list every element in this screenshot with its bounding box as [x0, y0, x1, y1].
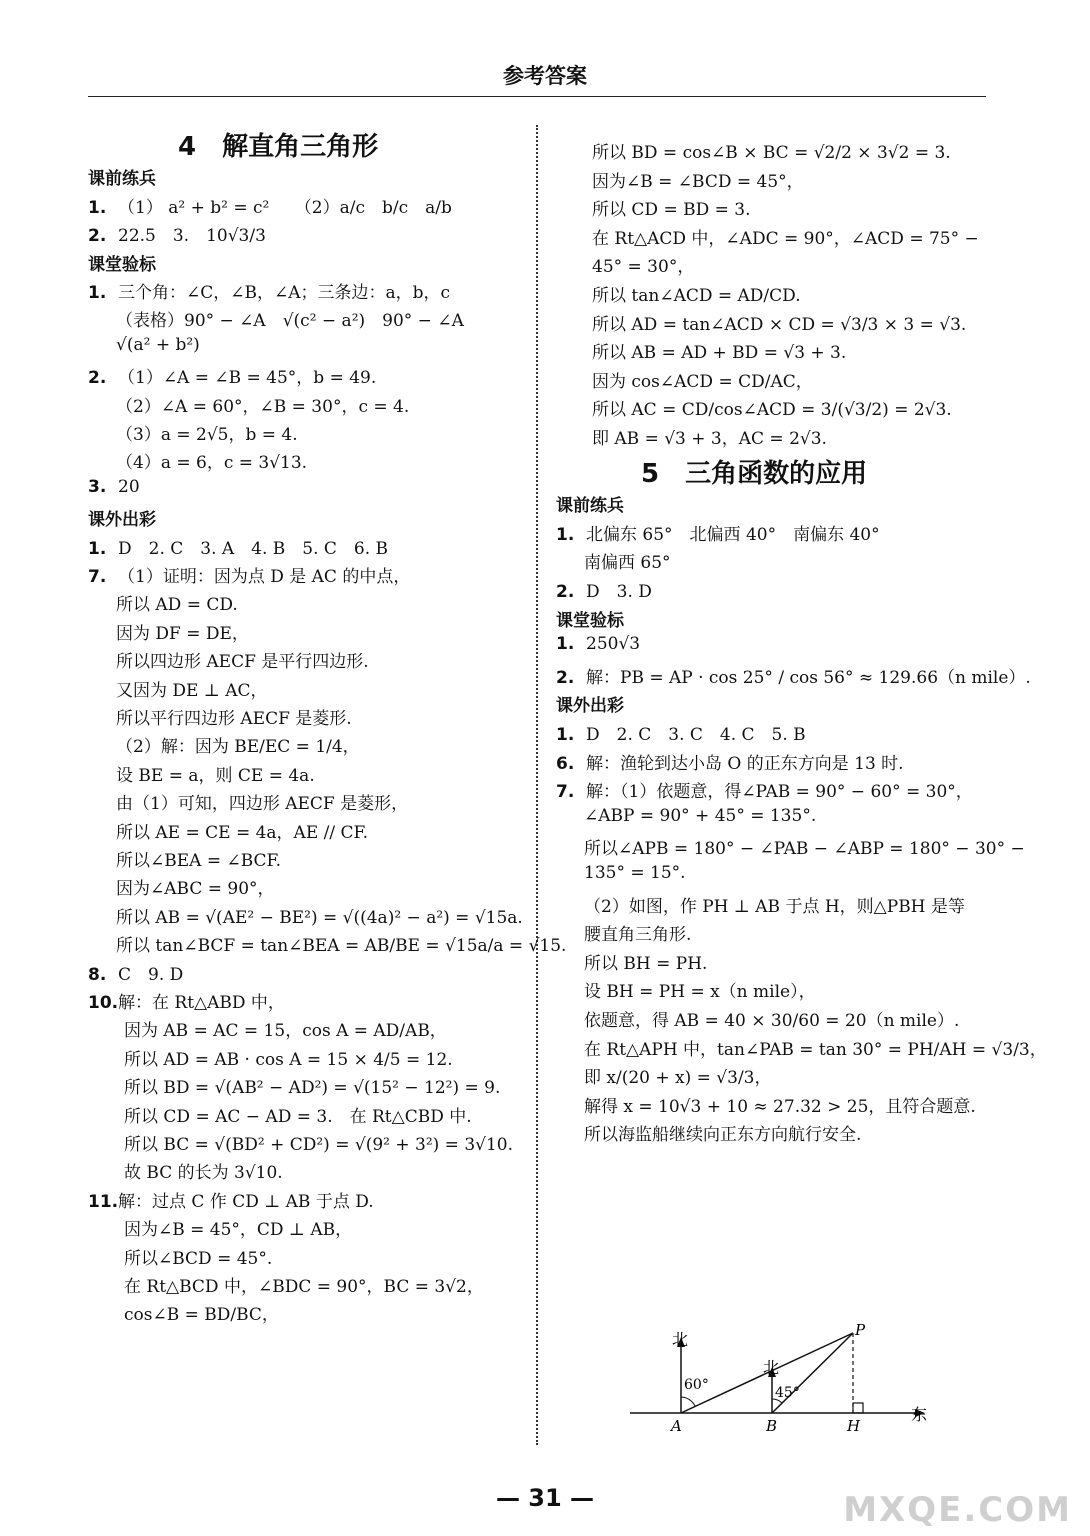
- line-text: 课外出彩: [556, 696, 624, 717]
- answer-line: [556, 577, 652, 602]
- line-text: 所以 tan∠ACD = AD/CD.: [592, 286, 801, 306]
- section-title: [641, 453, 867, 490]
- answer-line: [88, 193, 452, 218]
- answer-line: [116, 874, 275, 899]
- line-text: 所以 AD = CD.: [116, 595, 238, 616]
- line-text: （2）解：因为 BE/EC = 1/4，: [116, 737, 360, 758]
- line-text: 22.5 3. 10√3/3: [118, 226, 266, 247]
- answer-line: [556, 634, 640, 654]
- answer-line: [124, 1215, 352, 1240]
- answer-line: [584, 1092, 976, 1117]
- line-text: 所以 AD = AB · cos A = 15 × 4/5 = 12.: [124, 1049, 453, 1070]
- subsection-heading: [88, 505, 156, 530]
- item-number: 7.: [556, 782, 575, 803]
- line-text: 又因为 DE ⊥ AC，: [116, 680, 268, 701]
- answer-line: [116, 818, 368, 843]
- line-text: 所以海监船继续向正东方向航行安全.: [584, 1125, 862, 1146]
- line-text: 所以 tan∠BCF = tan∠BEA = AB/BE = √15a/a = √15.: [116, 936, 567, 957]
- line-text: （1）∠A = ∠B = 45°，b = 49.: [118, 368, 377, 389]
- line-text: （1） a² + b² = c² （2）a/c b/c a/b: [118, 197, 452, 218]
- line-text: 所以 AB = √(AE² − BE²) = √((4a)² − a²) = √15a.: [116, 907, 523, 928]
- item-number: 10.: [88, 993, 119, 1013]
- line-text: 腰直角三角形.: [584, 925, 692, 946]
- line-text: 在 Rt△BCD 中，∠BDC = 90°，BC = 3√2，: [124, 1277, 484, 1297]
- line-text: 所以 BH = PH.: [584, 953, 708, 974]
- answer-line: [116, 590, 238, 615]
- column-divider: [536, 125, 538, 1445]
- line-text: √(a² + b²): [116, 334, 200, 355]
- item-number: 7.: [88, 567, 107, 587]
- answer-line: [116, 704, 352, 729]
- answer-line: [592, 138, 951, 163]
- right-angle-mark: [853, 1403, 863, 1413]
- label-h: H: [847, 1417, 861, 1435]
- label-a: A: [671, 1417, 682, 1435]
- watermark: MXQE.COM: [843, 1490, 1072, 1530]
- answer-line: [116, 903, 523, 928]
- answer-line: [124, 1045, 453, 1070]
- answer-line: [584, 1006, 959, 1031]
- line-text: 解：过点 C 作 CD ⊥ AB 于点 D.: [118, 1191, 374, 1212]
- answer-line: [556, 520, 880, 545]
- item-number: 2.: [556, 582, 575, 602]
- item-number: 2.: [556, 667, 575, 688]
- answer-line: [592, 167, 804, 192]
- line-text: （1）证明：因为点 D 是 AC 的中点，: [118, 567, 411, 587]
- label-angle-45: 45°: [775, 1385, 800, 1401]
- item-number: 1.: [556, 634, 575, 655]
- item-number: 3.: [88, 476, 107, 497]
- line-text: 因为∠B = ∠BCD = 45°，: [592, 171, 804, 192]
- line-text: 解得 x = 10√3 + 10 ≈ 27.32 > 25，且符合题意.: [584, 1096, 976, 1117]
- answer-line: [116, 761, 315, 786]
- line-text: 所以 AD = tan∠ACD × CD = √3/3 × 3 = √3.: [592, 314, 967, 335]
- line-text: （2）∠A = 60°，∠B = 30°，c = 4.: [116, 396, 410, 417]
- line-text: 因为 AB = AC = 15，cos A = AD/AB，: [124, 1021, 447, 1042]
- line-text: 所以 BC = √(BD² + CD²) = √(9² + 3²) = 3√10.: [124, 1135, 514, 1155]
- answer-line: [116, 392, 409, 417]
- item-number: 8.: [88, 964, 107, 985]
- answer-line: [124, 1130, 513, 1155]
- line-text: 在 Rt△APH 中，tan∠PAB = tan 30° = PH/AH = √3/3，: [584, 1039, 1047, 1060]
- answer-line: [88, 562, 410, 587]
- line-text: 即 AB = √3 + 3，AC = 2√3.: [592, 429, 827, 449]
- answer-line: [124, 1016, 447, 1041]
- answer-line: [88, 363, 376, 388]
- line-text: 设 BE = a，则 CE = 4a.: [116, 765, 315, 786]
- answer-line: [124, 1244, 272, 1269]
- subsection-heading: [556, 691, 624, 716]
- line-text: 依题意，得 AB = 40 × 30/60 = 20（n mile）.: [584, 1011, 960, 1031]
- line-text: D 2. C 3. C 4. C 5. B: [586, 725, 806, 745]
- line-text: 所以平行四边形 AECF 是菱形.: [116, 709, 352, 729]
- line-text: 所以 BD = √(AB² − AD²) = √(15² − 12²) = 9.: [124, 1078, 501, 1099]
- answer-line: [124, 1158, 283, 1183]
- line-text: 解：（1）依题意，得∠PAB = 90° − 60° = 30°，: [586, 782, 973, 803]
- answer-line: [584, 977, 816, 1002]
- line-text: 所以∠APB = 180° − ∠PAB − ∠ABP = 180° − 30° −: [584, 839, 1025, 860]
- line-text: 所以 AE = CE = 4a，AE // CF.: [116, 822, 369, 843]
- label-angle-60: 60°: [684, 1377, 709, 1393]
- item-number: 2.: [88, 226, 107, 247]
- answer-line: [116, 448, 307, 473]
- subsection-heading: [88, 164, 156, 189]
- line-text: 解：在 Rt△ABD 中，: [118, 993, 285, 1013]
- line-text: 4 解直角三角形: [178, 132, 379, 162]
- line-text: cos∠B = BD/BC，: [124, 1305, 279, 1326]
- answer-line: [88, 1187, 374, 1212]
- answer-line: [584, 1120, 861, 1145]
- line-text: 5 三角函数的应用: [641, 458, 868, 489]
- answer-line: [116, 647, 369, 672]
- item-number: 1.: [556, 725, 575, 745]
- subsection-heading: [556, 491, 624, 516]
- answer-line: [556, 749, 904, 774]
- line-text: D 2. C 3. A 4. B 5. C 6. B: [118, 538, 389, 559]
- section-title: [178, 126, 378, 163]
- answer-line: [116, 676, 268, 701]
- answer-line: [584, 949, 707, 974]
- subsection-heading: [556, 606, 624, 631]
- label-b: B: [766, 1417, 778, 1435]
- header-rule: [88, 96, 986, 97]
- line-text: （3）a = 2√5，b = 4.: [116, 425, 298, 445]
- line-text: 三个角：∠C，∠B，∠A；三条边：a，b，c: [118, 283, 451, 303]
- line-text: 所以∠BEA = ∠BCF.: [116, 851, 282, 871]
- label-east: 东: [911, 1405, 928, 1424]
- line-text: 故 BC 的长为 3√10.: [124, 1163, 283, 1184]
- line-text: 135° = 15°.: [584, 863, 686, 883]
- answer-line: [584, 834, 1025, 860]
- line-text: 250√3: [586, 634, 641, 655]
- item-number: 11.: [88, 1191, 119, 1212]
- label-north-2: 北: [763, 1358, 780, 1377]
- line-text: 北偏东 65° 北偏西 40° 南偏东 40°: [586, 524, 880, 545]
- line-text: 由（1）可知，四边形 AECF 是菱形，: [116, 794, 409, 815]
- label-p: P: [855, 1321, 866, 1339]
- answer-line: [584, 806, 816, 826]
- answer-line: [584, 863, 686, 883]
- line-text: 所以 AC = CD/cos∠ACD = 3/(√3/2) = 2√3.: [592, 400, 952, 421]
- answer-line: [592, 338, 846, 363]
- answer-line: [116, 931, 567, 957]
- line-text: 所以 AB = AD + BD = √3 + 3.: [592, 343, 847, 364]
- answer-line: [584, 920, 691, 945]
- line-text: 因为 cos∠ACD = CD/AC，: [592, 371, 813, 392]
- answer-line: [116, 846, 281, 871]
- line-text: ∠ABP = 90° + 45° = 135°.: [584, 805, 817, 826]
- line-text: 所以∠BCD = 45°.: [124, 1248, 273, 1269]
- item-number: 6.: [556, 753, 575, 774]
- answer-line: [592, 224, 979, 249]
- answer-line: [88, 960, 183, 985]
- line-text: （2）如图，作 PH ⊥ AB 于点 H，则△PBH 是等: [584, 896, 965, 917]
- answer-line: [116, 619, 249, 644]
- answer-line: [88, 278, 450, 303]
- answer-line: [124, 1272, 484, 1297]
- angle-arc-a: [681, 1397, 695, 1406]
- answer-line: [592, 195, 751, 220]
- answer-line: [124, 1073, 500, 1098]
- answer-line: [592, 395, 952, 420]
- line-text: 因为∠ABC = 90°，: [116, 879, 275, 900]
- line-text: 所以 CD = AC − AD = 3. 在 Rt△CBD 中.: [124, 1106, 472, 1127]
- answer-line: [584, 548, 671, 573]
- label-north-1: 北: [672, 1330, 689, 1349]
- answer-line: [584, 1063, 772, 1088]
- page-header: 参考答案: [503, 64, 587, 88]
- answer-line: [88, 988, 285, 1013]
- item-number: 2.: [88, 368, 107, 389]
- line-text: 所以 BD = cos∠B × BC = √2/2 × 3√2 = 3.: [592, 143, 951, 163]
- line-text: 课堂验标: [556, 610, 624, 631]
- answer-line: [556, 777, 973, 802]
- line-text: 所以四边形 AECF 是平行四边形.: [116, 652, 369, 673]
- answer-line: [116, 335, 200, 355]
- line-bp: [772, 1333, 853, 1413]
- answer-line: [116, 732, 360, 757]
- answer-line: [88, 534, 388, 559]
- answer-line: [88, 221, 266, 246]
- line-text: 所以 CD = BD = 3.: [592, 200, 751, 221]
- answer-line: [88, 477, 140, 497]
- answer-line: [584, 1035, 1047, 1060]
- answer-line: [592, 367, 813, 392]
- answer-line: [592, 281, 801, 306]
- line-text: 设 BH = PH = x（n mile），: [584, 982, 816, 1003]
- line-text: （4）a = 6，c = 3√13.: [116, 453, 308, 474]
- line-text: 因为 DF = DE，: [116, 623, 249, 644]
- line-text: C 9. D: [118, 964, 184, 985]
- subsection-heading: [88, 250, 156, 275]
- line-text: 课前练兵: [88, 169, 156, 190]
- answer-line: [592, 424, 827, 449]
- line-text: 解：渔轮到达小岛 O 的正东方向是 13 时.: [586, 753, 904, 774]
- line-text: 45° = 30°，: [592, 257, 695, 278]
- line-text: 课堂验标: [88, 254, 156, 275]
- line-text: 课前练兵: [556, 496, 624, 517]
- answer-line: [116, 789, 408, 814]
- line-text: 南偏西 65°: [584, 553, 671, 574]
- line-text: 20: [118, 476, 140, 497]
- line-text: 在 Rt△ACD 中，∠ADC = 90°，∠ACD = 75° −: [592, 228, 979, 249]
- item-number: 1.: [556, 524, 575, 545]
- answer-line: [116, 420, 298, 445]
- line-text: D 3. D: [586, 582, 652, 602]
- line-text: 即 x/(20 + x) = √3/3，: [584, 1068, 772, 1089]
- answer-line: [556, 663, 1031, 688]
- answer-line: [584, 892, 965, 917]
- answer-line: [116, 306, 464, 331]
- line-text: 课外出彩: [88, 510, 156, 531]
- answer-line: [592, 310, 966, 335]
- line-text: 解：PB = AP · cos 25° / cos 56° ≈ 129.66（n mile）.: [586, 667, 1031, 688]
- item-number: 1.: [88, 283, 107, 303]
- answer-line: [124, 1102, 472, 1127]
- line-text: 因为∠B = 45°，CD ⊥ AB，: [124, 1220, 353, 1241]
- answer-line: [592, 252, 694, 277]
- line-text: （表格）90° − ∠A √(c² − a²) 90° − ∠A: [116, 311, 464, 332]
- answer-line: [124, 1300, 279, 1325]
- answer-line: [556, 720, 806, 745]
- item-number: 1.: [88, 197, 107, 218]
- navigation-diagram: [625, 1321, 935, 1440]
- page-number: — 31 —: [495, 1484, 595, 1512]
- item-number: 1.: [88, 538, 107, 559]
